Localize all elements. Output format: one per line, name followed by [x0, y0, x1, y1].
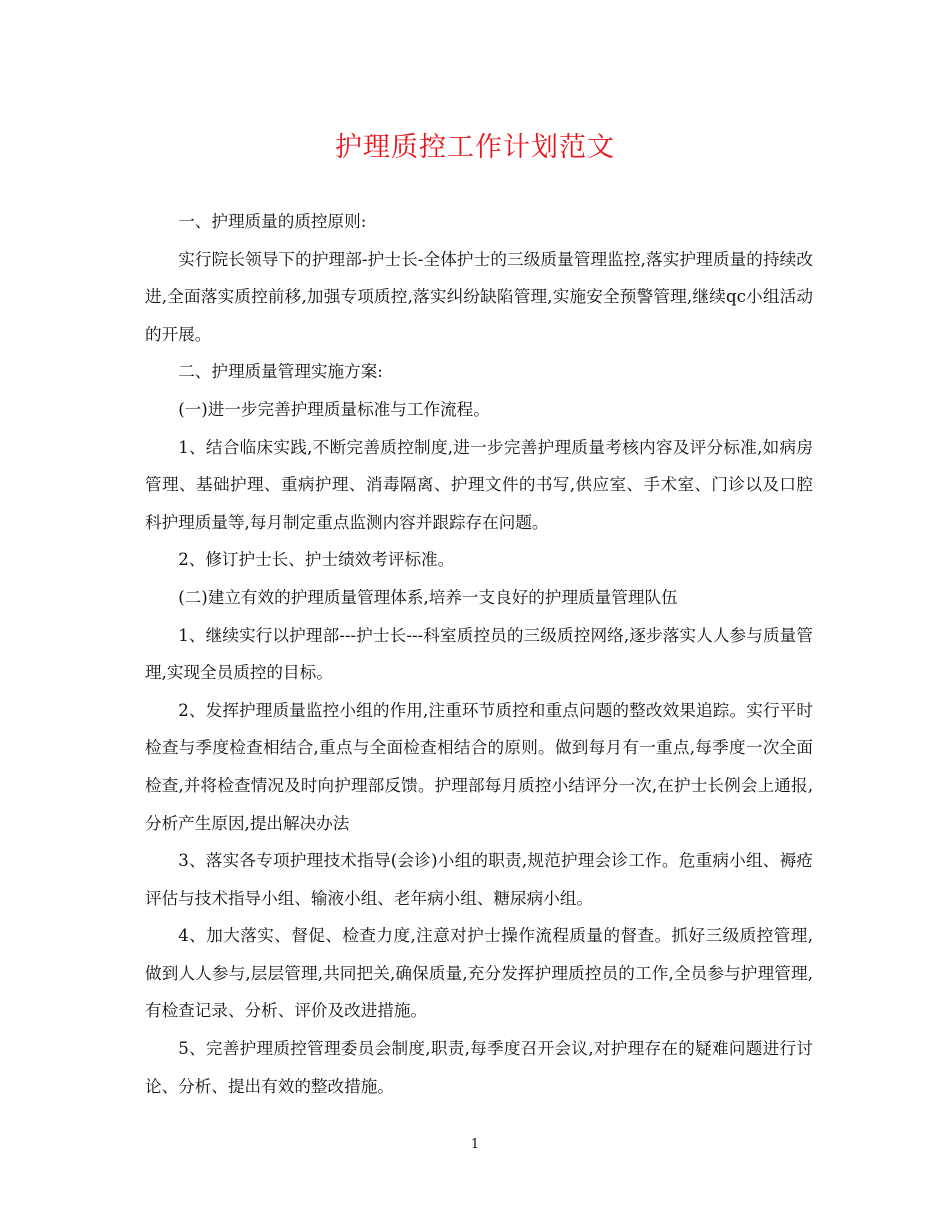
- document-body: [145, 203, 813, 1105]
- paragraph: 二、护理质量管理实施方案:: [178, 362, 383, 382]
- paragraph: 5、完善护理质控管理委员会制度,职责,每季度召开会议,对护理存在的疑难问题进行讨论、分析、提出有效的整改措施。: [145, 1039, 813, 1096]
- paragraph: 2、发挥护理质量监控小组的作用,注重环节质控和重点问题的整改效果追踪。实行平时检查与季度检查相结合,重点与全面检查相结合的原则。做到每月有一重点,每季度一次全面检查,并将检查情况及时向护理部反馈。护理部每月质控小结评分一次,在护士长例会上通报,分析产生原因,提出解决办法: [145, 700, 813, 833]
- paragraph: 3、落实各专项护理技术指导(会诊)小组的职责,规范护理会诊工作。危重病小组、褥疮评估与技术指导小组、输液小组、老年病小组、糖尿病小组。: [145, 851, 813, 908]
- paragraph: 1、继续实行以护理部---护士长---科室质控员的三级质控网络,逐步落实人人参与质量管理,实现全员质控的目标。: [145, 625, 813, 683]
- paragraph: 实行院长领导下的护理部-护士长-全体护士的三级质量管理监控,落实护理质量的持续改进,全面落实质控前移,加强专项质控,落实纠纷缺陷管理,实施安全预警管理,继续qc小组活动的开展。: [145, 249, 813, 344]
- paragraph: (一)进一步完善护理质量标准与工作流程。: [178, 399, 490, 419]
- paragraph: (二)建立有效的护理质量管理体系,培养一支良好的护理质量管理队伍: [178, 587, 678, 607]
- paragraph: 1、结合临床实践,不断完善质控制度,进一步完善护理质量考核内容及评分标准,如病房管理、基础护理、重病护理、消毒隔离、护理文件的书写,供应室、手术室、门诊以及口腔科护理质量等,每月制定重点监测内容并跟踪存在问题。: [145, 437, 813, 532]
- paragraph: 4、加大落实、督促、检查力度,注意对护士操作流程质量的督查。抓好三级质控管理,做到人人参与,层层管理,共同把关,确保质量,充分发挥护理质控员的工作,全员参与护理管理,有检查记录、分析、评价及改进措施。: [145, 926, 813, 1021]
- paragraph: 2、修订护士长、护士绩效考评标准。: [178, 550, 455, 570]
- page-number: 1: [470, 1137, 480, 1152]
- document-title: 护理质控工作计划范文: [335, 132, 615, 163]
- paragraph: 一、护理质量的质控原则:: [178, 212, 367, 231]
